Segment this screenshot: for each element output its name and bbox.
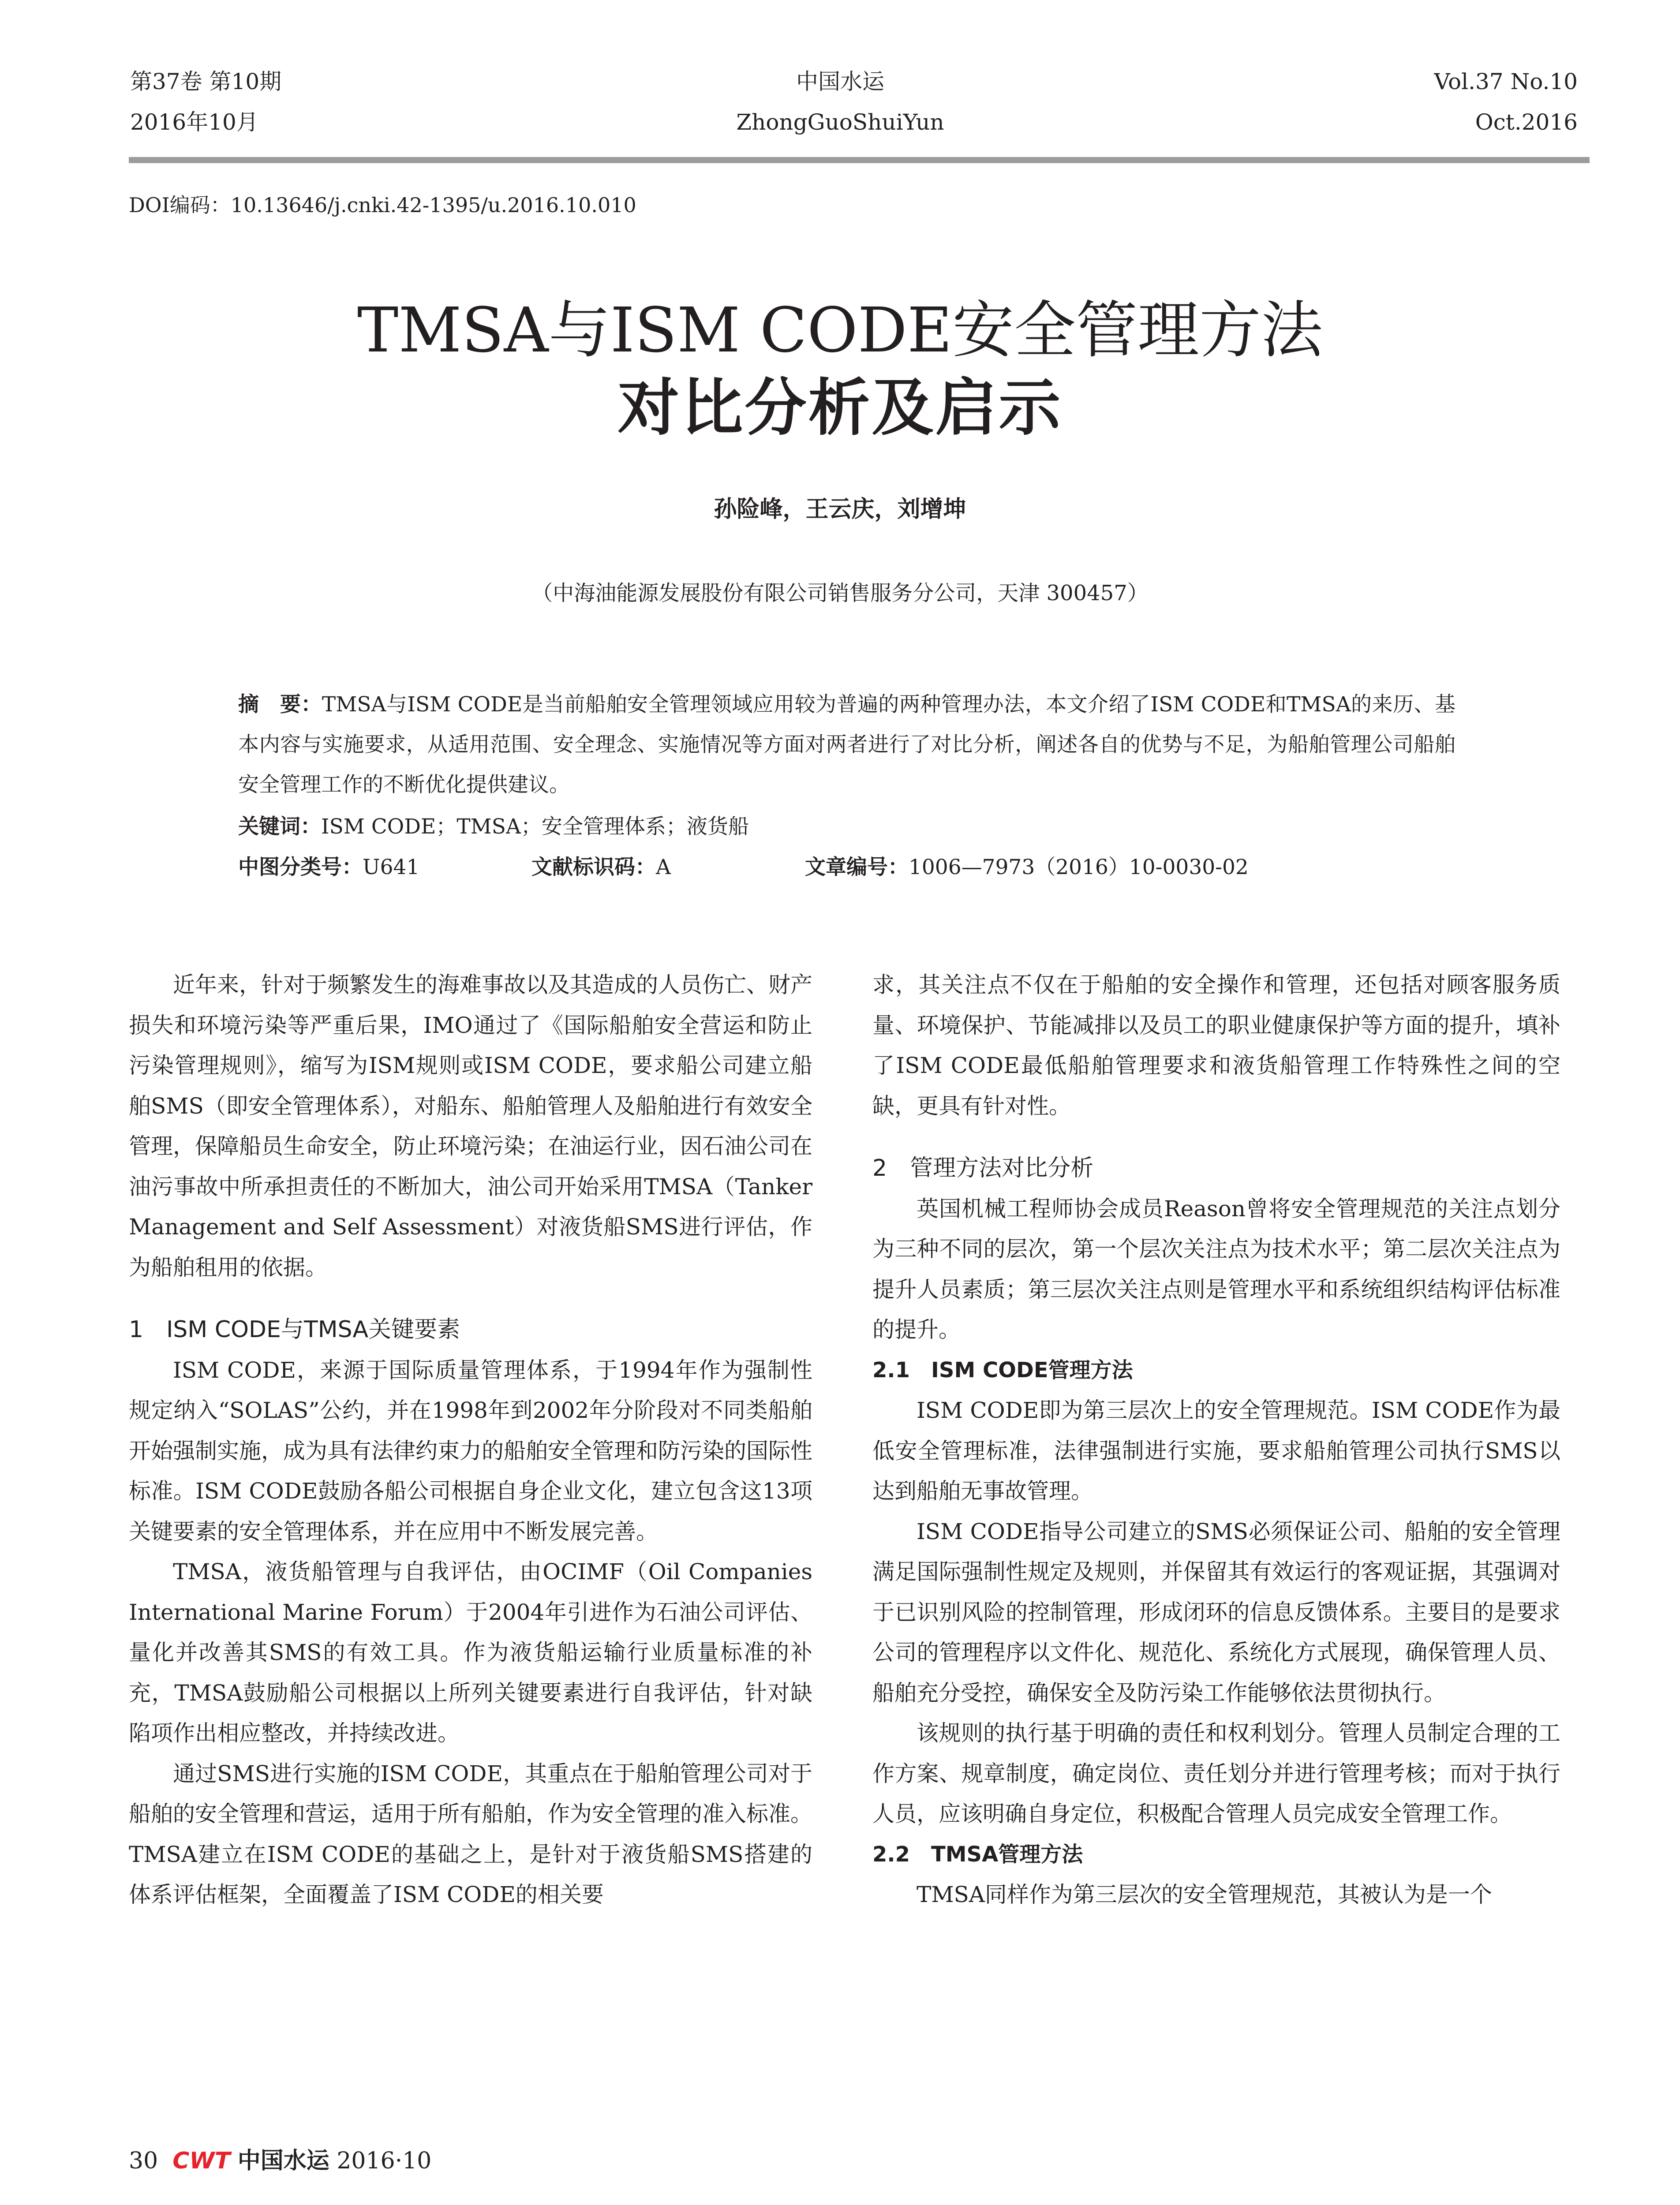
section-2-1-heading: 2.1 ISM CODE管理方法 xyxy=(872,1357,1133,1383)
paper-title-line1: TMSA与ISM CODE安全管理方法 xyxy=(357,295,1323,366)
header-date-en: Oct.2016 xyxy=(1475,109,1578,135)
paragraph: TMSA，液货船管理与自我评估，由OCIMF（Oil Companies International Marine Forum）于2004年引进作为石油公司评估、量化并改善其SMS的有效工具。作为液货船运输行业质量标准的补充，TMSA鼓励船公司根据以上所列关键要素进行自我评估，针对缺陷项作出相应整改，并持续改进。 xyxy=(129,1559,812,1746)
article-no-label: 文章编号： xyxy=(805,855,909,879)
paragraph: ISM CODE指导公司建立的SMS必须保证公司、船舶的安全管理满足国际强制性规定及规则，并保留其有效运行的客观证据，其强调对于已识别风险的控制管理，形成闭环的信息反馈体系。主要目的是要求公司的管理程序以文件化、规范化、系统化方式展现，确保管理人员、船舶充分受控，确保安全及防污染工作能够依法贯彻执行。 xyxy=(872,1518,1560,1706)
header-volume-issue: 第37卷 第10期 xyxy=(130,69,282,94)
page-number: 30 xyxy=(129,2148,158,2174)
left-column xyxy=(129,965,812,1915)
abstract xyxy=(238,684,1456,805)
abstract-label: 摘 要： xyxy=(238,692,322,717)
cwt-logo: CWT xyxy=(172,2148,231,2174)
doi-line: DOI编码：10.13646/j.cnki.42-1395/u.2016.10.010 xyxy=(129,193,636,217)
header-vol-no: Vol.37 No.10 xyxy=(1434,69,1578,94)
header-date: 2016年10月 xyxy=(130,109,258,135)
paragraph: TMSA同样作为第三层次的安全管理规范，其被认为是一个 xyxy=(917,1882,1492,1907)
clc-value: U641 xyxy=(363,855,420,879)
paper-title-line2: 对比分析及启示 xyxy=(617,372,1063,444)
header-divider xyxy=(129,157,1590,163)
keywords-label: 关键词： xyxy=(238,815,321,839)
footer-journal-name: 中国水运 xyxy=(237,2147,329,2174)
paragraph: ISM CODE，来源于国际质量管理体系，于1994年作为强制性规定纳入“SOLAS”公约，并在1998年到2002年分阶段对不同类船舶开始强制实施，成为具有法律约束力的船舶安全管理和防污染的国际性标准。ISM CODE鼓励各船公司根据自身企业文化，建立包含这13项关键要素的安全管理体系，并在应用中不断发展完善。 xyxy=(129,1357,812,1544)
paragraph: ISM CODE即为第三层次上的安全管理规范。ISM CODE作为最低安全管理标准，法律强制进行实施，要求船舶管理公司执行SMS以达到船舶无事故管理。 xyxy=(872,1398,1560,1504)
footer-date: 2016·10 xyxy=(337,2148,432,2174)
header-journal-name: 中国水运 xyxy=(796,69,884,94)
section-1-heading: 1 ISM CODE与TMSA关键要素 xyxy=(129,1316,460,1343)
abstract-text: TMSA与ISM CODE是当前船舶安全管理领域应用较为普遍的两种管理办法，本文介绍了ISM CODE和TMSA的来历、基本内容与实施要求，从适用范围、安全理念、实施情况等方面对两者进行了对比分析，阐述各自的优势与不足，为船舶管理公司船舶安全管理工作的不断优化提供建议。 xyxy=(238,692,1456,797)
section-2-heading: 2 管理方法对比分析 xyxy=(872,1155,1094,1181)
paragraph: 求，其关注点不仅在于船舶的安全操作和管理，还包括对顾客服务质量、环境保护、节能减排以及员工的职业健康保护等方面的提升，填补了ISM CODE最低船舶管理要求和液货船管理工作特殊性之间的空缺，更具有针对性。 xyxy=(872,972,1560,1119)
section-2-2-heading: 2.2 TMSA管理方法 xyxy=(872,1842,1083,1867)
clc-label: 中图分类号： xyxy=(238,855,363,879)
classification-row xyxy=(238,848,419,887)
keywords xyxy=(238,807,749,847)
doc-code-value: A xyxy=(656,855,671,879)
authors: 孙险峰，王云庆，刘增坤 xyxy=(714,496,966,523)
right-column xyxy=(872,965,1560,1915)
doc-code-row xyxy=(531,848,671,887)
keywords-text: ISM CODE；TMSA；安全管理体系；液货船 xyxy=(321,815,749,839)
page-footer xyxy=(129,2141,431,2181)
doc-code-label: 文献标识码： xyxy=(531,855,656,879)
paragraph: 英国机械工程师协会成员Reason曾将安全管理规范的关注点划分为三种不同的层次，第一个层次关注点为技术水平；第二层次关注点为提升人员素质；第三层次关注点则是管理水平和系统组织结构评估标准的提升。 xyxy=(872,1196,1560,1342)
intro-paragraph: 近年来，针对于频繁发生的海难事故以及其造成的人员伤亡、财产损失和环境污染等严重后果，IMO通过了《国际船舶安全营运和防止污染管理规则》，缩写为ISM规则或ISM CODE，要求船公司建立船舶SMS（即安全管理体系），对船东、船舶管理人及船舶进行有效安全管理，保障船员生命安全，防止环境污染；在油运行业，因石油公司在油污事故中所承担责任的不断加大，油公司开始采用TMSA（Tanker Management and Self Assessment）对液货船SMS进行评估，作为船舶租用的依据。 xyxy=(129,972,812,1280)
article-no-value: 1006—7973（2016）10-0030-02 xyxy=(909,855,1249,879)
article-no-row xyxy=(805,848,1249,887)
affiliation: （中海油能源发展股份有限公司销售服务分公司，天津 300457） xyxy=(531,581,1149,605)
paragraph: 该规则的执行基于明确的责任和权利划分。管理人员制定合理的工作方案、规章制度，确定岗位、责任划分并进行管理考核；而对于执行人员，应该明确自身定位，积极配合管理人员完成安全管理工作。 xyxy=(872,1720,1560,1827)
paragraph: 通过SMS进行实施的ISM CODE，其重点在于船舶管理公司对于船舶的安全管理和营运，适用于所有船舶，作为安全管理的准入标准。TMSA建立在ISM CODE的基础之上，是针对于液货船SMS搭建的体系评估框架，全面覆盖了ISM CODE的相关要 xyxy=(129,1760,812,1907)
header-journal-pinyin: ZhongGuoShuiYun xyxy=(736,109,944,135)
